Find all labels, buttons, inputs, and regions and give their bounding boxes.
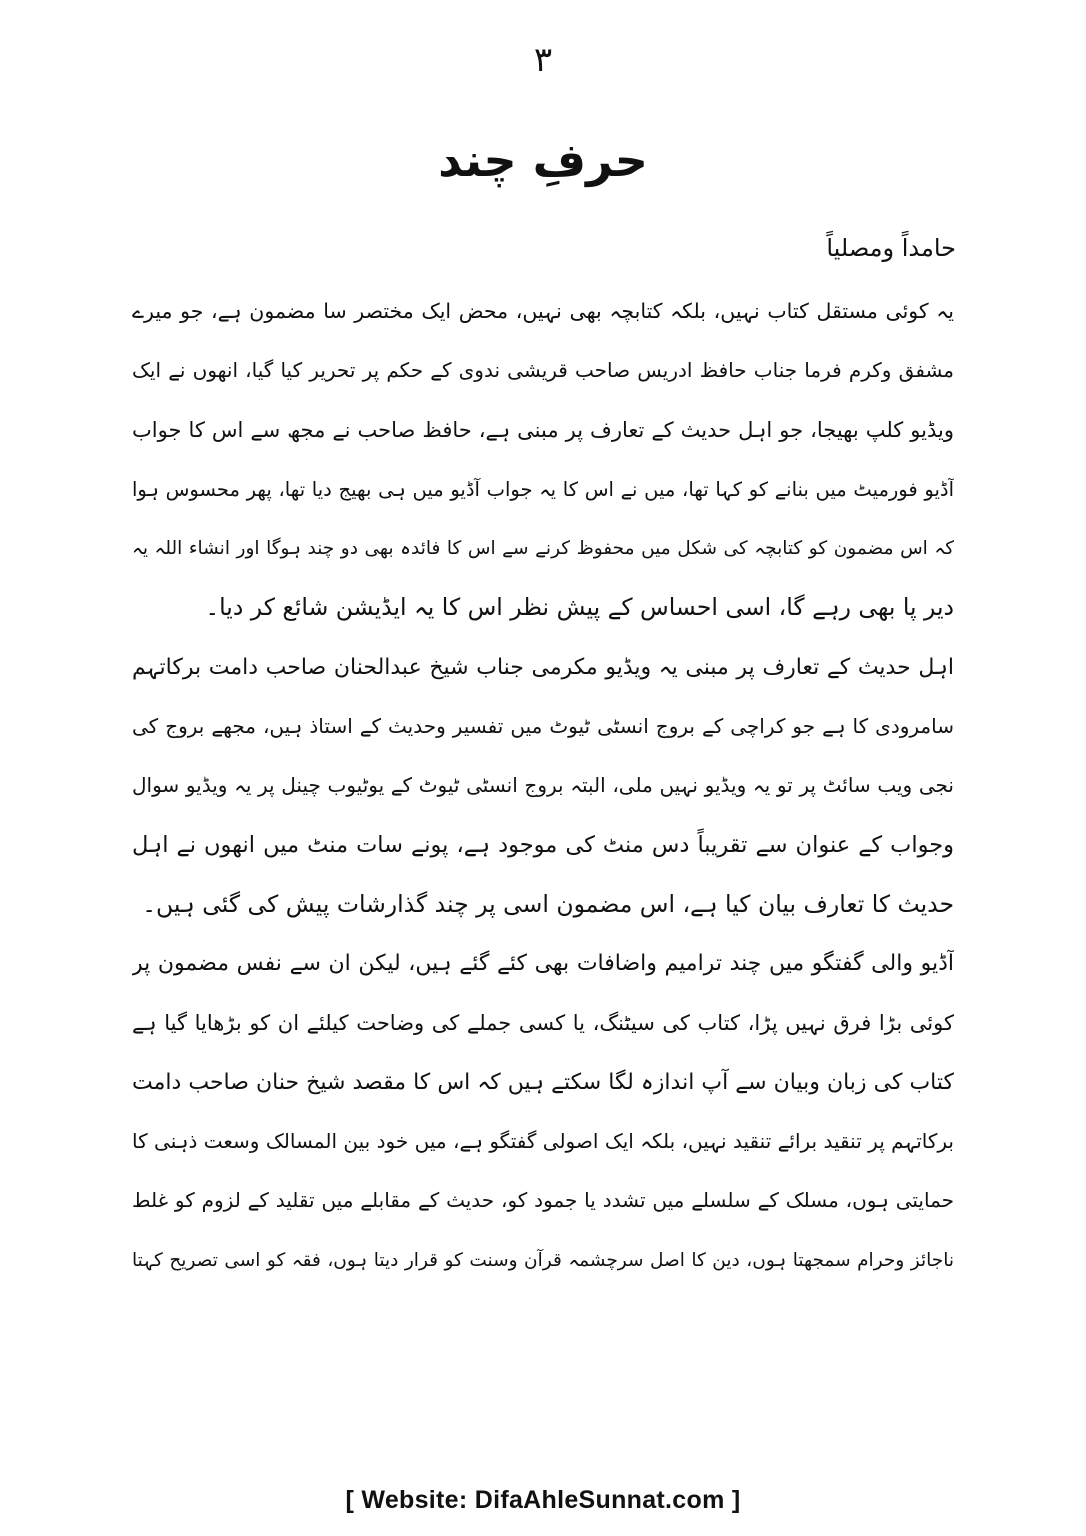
- body-text: [132, 282, 954, 1290]
- paragraph-3-line: کوئی بڑا فرق نہیں پڑا، کتاب کی سیٹنگ، یا کسی جملے کی وضاحت کیلئے ان کو بڑھایا گیا ہے: [132, 1010, 954, 1035]
- paragraph-2-line: حدیث کا تعارف بیان کیا ہے، اس مضمون اسی پر چند گذارشات پیش کی گئی ہیں۔: [142, 889, 954, 918]
- paragraph-2-line: اہل حدیث کے تعارف پر مبنی یہ ویڈیو مکرمی جناب شیخ عبدالحنان صاحب دامت برکاتہم: [132, 654, 954, 680]
- paragraph-1-line: مشفق وکرم فرما جناب حافظ ادریس صاحب قریشی ندوی کے حکم پر تحریر کیا گیا، انھوں نے ایک: [132, 358, 954, 383]
- chapter-title: حرفِ چند: [438, 133, 648, 187]
- paragraph-1-line: ویڈیو کلپ بھیجا، جو اہل حدیث کے تعارف پر مبنی ہے، حافظ صاحب نے مجھ سے اس کا جواب: [132, 417, 954, 442]
- paragraph-2-line: نجی ویب سائٹ پر تو یہ ویڈیو نہیں ملی، البتہ بروج انسٹی ٹیوٹ کے یوٹیوب چینل پر یہ ویڈیو سوال: [132, 773, 954, 798]
- paragraph-3-line: کتاب کی زبان وبیان سے آپ اندازہ لگا سکتے ہیں کہ اس کا مقصد شیخ حنان صاحب دامت: [132, 1069, 954, 1095]
- salutation: حامداً ومصلیاً: [826, 234, 956, 262]
- paragraph-3-line: برکاتہم پر تنقید برائے تنقید نہیں، بلکہ ایک اصولی گفتگو ہے، میں خود بین المسالک وسعت ذہنی کا: [132, 1129, 954, 1154]
- paragraph-3-line: حمایتی ہوں، مسلک کے سلسلے میں تشدد یا جمود کو، حدیث کے مقابلے میں تقلید کے لزوم کو غلط: [132, 1188, 954, 1213]
- paragraph-1-line: کہ اس مضمون کو کتابچہ کی شکل میں محفوظ کرنے سے اس کا فائدہ بھی دو چند ہوگا اور انشاء اللہ یہ: [132, 538, 954, 560]
- paragraph-2-line: وجواب کے عنوان سے تقریباً دس منٹ کی موجود ہے، پونے سات منٹ میں انھوں نے اہل: [132, 831, 954, 858]
- paragraph-1-line: آڈیو فورمیٹ میں بنانے کو کہا تھا، میں نے اس کا یہ جواب آڈیو میں ہی بھیج دیا تھا، پھر محسوس ہوا: [132, 477, 954, 501]
- paragraph-1-line: یہ کوئی مستقل کتاب نہیں، بلکہ کتابچہ بھی نہیں، محض ایک مختصر سا مضمون ہے، جو میرے: [132, 299, 954, 323]
- page-number: ۳: [533, 40, 553, 80]
- paragraph-3-line: آڈیو والی گفتگو میں چند ترامیم واضافات بھی کئے گئے ہیں، لیکن ان سے نفس مضمون پر: [132, 951, 954, 977]
- paragraph-3-line: ناجائز وحرام سمجھتا ہوں، دین کا اصل سرچشمہ قرآن وسنت کو قرار دیتا ہوں، فقہ کو اسی تصریح کہتا: [132, 1249, 954, 1271]
- paragraph-1-line: دیر پا بھی رہے گا، اسی احساس کے پیش نظر اس کا یہ ایڈیشن شائع کر دیا۔: [205, 593, 954, 622]
- paragraph-2-line: سامرودی کا ہے جو کراچی کے بروج انسٹی ٹیوٹ میں تفسیر وحدیث کے استاذ ہیں، مجھے بروج کی: [132, 714, 954, 739]
- website-footer: [ Website: DifaAhleSunnat.com ]: [345, 1486, 741, 1514]
